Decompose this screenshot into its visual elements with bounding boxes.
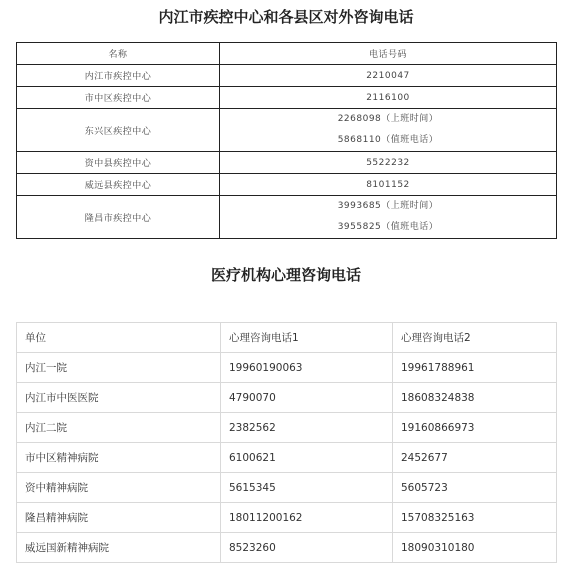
table-row [17,152,557,174]
cell-phone [220,196,557,239]
table-row [17,174,557,196]
cell-name: 市中区疾控中心 [17,87,220,109]
cell-phone-1: 18011200162 [221,503,393,533]
cell-phone-2: 5605723 [393,473,557,503]
phone-line: 3993685（上班时间） [337,201,439,211]
table-row [17,473,557,503]
cell-unit: 威远国新精神病院 [17,533,221,563]
disease-control-phone-table [16,42,557,239]
table-header-row [17,43,557,65]
table-row [17,413,557,443]
cell-name: 资中县疾控中心 [17,152,220,174]
cell-phone: 2116100 [220,87,557,109]
cell-unit: 内江市中医医院 [17,383,221,413]
cell-phone: 8101152 [220,174,557,196]
phone-line: 3955825（值班电话） [337,222,439,232]
cell-phone: 2210047 [220,65,557,87]
cell-unit: 市中区精神病院 [17,443,221,473]
table-row [17,533,557,563]
cell-name: 内江市疾控中心 [17,65,220,87]
title-psych-consult-phones: 医疗机构心理咨询电话 [210,266,361,284]
cell-phone-2: 19961788961 [393,353,557,383]
table-row [17,65,557,87]
cell-phone-1: 19960190063 [221,353,393,383]
table-row [17,109,557,152]
cell-phone-1: 6100621 [221,443,393,473]
cell-phone-2: 15708325163 [393,503,557,533]
table-row [17,87,557,109]
title-disease-control-phones: 内江市疾控中心和各县区对外咨询电话 [158,8,414,26]
cell-phone-2: 2452677 [393,443,557,473]
cell-name: 隆昌市疾控中心 [17,196,220,239]
cell-name: 威远县疾控中心 [17,174,220,196]
header-name: 名称 [17,43,220,65]
table-row [17,383,557,413]
phone-line: 2268098（上班时间） [337,114,439,124]
cell-phone-2: 18608324838 [393,383,557,413]
cell-unit: 内江一院 [17,353,221,383]
cell-name: 东兴区疾控中心 [17,109,220,152]
table-row [17,503,557,533]
phone-line: 5868110（值班电话） [337,135,439,145]
header-unit: 单位 [17,323,221,353]
header-phone: 电话号码 [220,43,557,65]
cell-phone-1: 8523260 [221,533,393,563]
table-row [17,443,557,473]
table-row [17,353,557,383]
cell-phone-1: 5615345 [221,473,393,503]
table-header-row [17,323,557,353]
table-row [17,196,557,239]
cell-unit: 资中精神病院 [17,473,221,503]
cell-phone-2: 18090310180 [393,533,557,563]
cell-phone-1: 2382562 [221,413,393,443]
cell-phone-1: 4790070 [221,383,393,413]
cell-phone-2: 19160866973 [393,413,557,443]
header-phone-1: 心理咨询电话1 [221,323,393,353]
cell-unit: 隆昌精神病院 [17,503,221,533]
header-phone-2: 心理咨询电话2 [393,323,557,353]
psych-consult-phone-table [16,322,557,563]
cell-phone: 5522232 [220,152,557,174]
cell-unit: 内江二院 [17,413,221,443]
cell-phone [220,109,557,152]
